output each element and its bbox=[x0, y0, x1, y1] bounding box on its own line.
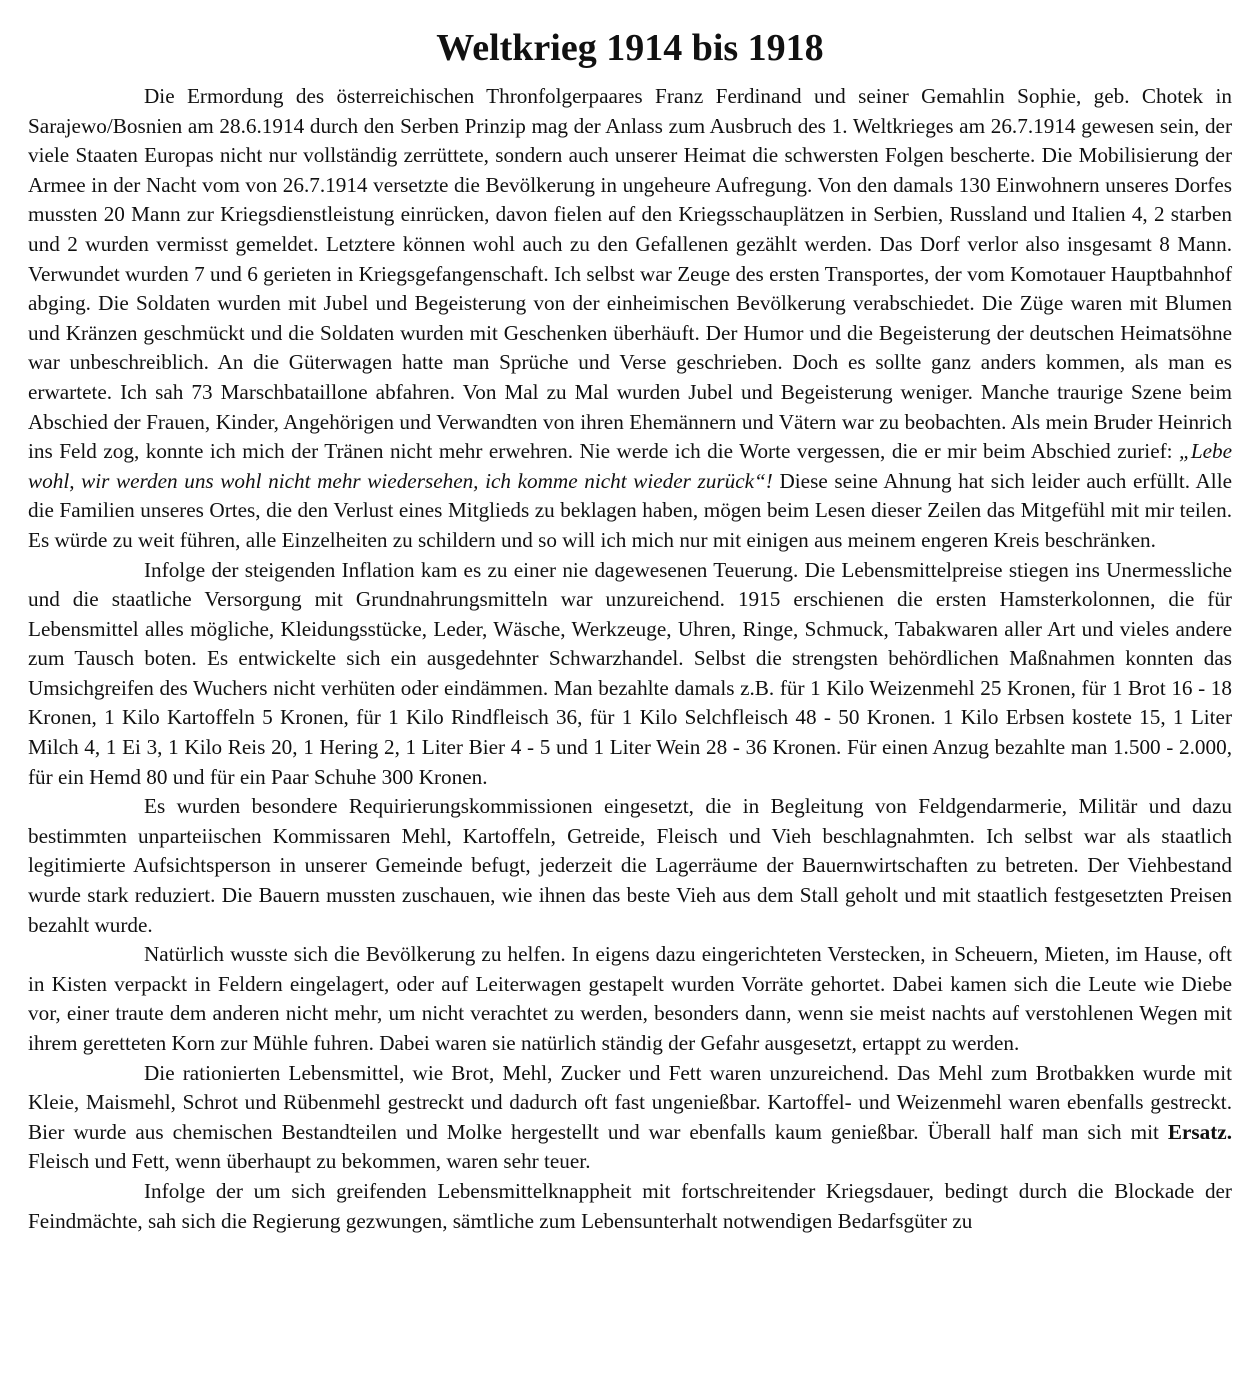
paragraph-1-text-a: Die Ermordung des österreichischen Thronfolgerpaares Franz Ferdinand und seiner Gemahlin Sophie, geb. Chotek in Sarajewo/Bosnien am 28.6.1914 durch den Serben Prinzip mag der Anlass zum Ausbruch des 1. Weltkrieges am 26.7.1914 gewesen sein, der viele Staaten Europas nicht nur vollständig zerrüttete, sondern auch unserer Heimat die schwersten Folgen bescherte. Die Mobilisierung der Armee in der Nacht vom von 26.7.1914 versetzte die Bevölkerung in ungeheure Aufregung. Von den damals 130 Einwohnern unseres Dorfes mussten 20 Mann zur Kriegsdienstleistung einrücken, davon fielen auf den Kriegsschauplätzen in Serbien, Russland und Italien 4, 2 starben und 2 wurden vermisst gemeldet. Letztere können wohl auch zu den Gefallenen gezählt werden. Das Dorf verlor also insgesamt 8 Mann. Verwundet wurden 7 und 6 gerieten in Kriegsgefangenschaft. Ich selbst war Zeuge des ersten Transportes, der vom Komotauer Hauptbahnhof abging. Die Soldaten wurden mit Jubel und Begeisterung von der einheimischen Bevölkerung verabschiedet. Die Züge waren mit Blumen und Kränzen geschmückt und die Soldaten wurden mit Geschenken überhäuft. Der Humor und die Begeisterung der deutschen Heimatsöhne war unbeschreiblich. An die Güterwagen hatte man Sprüche und Verse geschrieben. Doch es sollte ganz anders kommen, als man es erwartete. Ich sah 73 Marschbataillone abfahren. Von Mal zu Mal wurden Jubel und Begeisterung weniger. Manche traurige Szene beim Abschied der Frauen, Kinder, Angehörigen und Verwandten von ihren Ehemännern und Vätern war zu beobachten. Als mein Bruder Heinrich ins Feld zog, konnte ich mich der Tränen nicht mehr erwehren. Nie werde ich die Worte vergessen, die er mir beim Abschied zurief: bbox=[28, 84, 1232, 464]
paragraph-4: Natürlich wusste sich die Bevölkerung zu helfen. In eigens dazu eingerichteten Verstecken, in Scheuern, Mieten, im Hause, oft in Kisten verpackt in Feldern eingelagert, oder auf Leiterwagen gestapelt wurden Vorräte gehortet. Dabei kamen sich die Leute wie Diebe vor, einer traute dem anderen nicht mehr, um nicht verachtet zu werden, besonders dann, wenn sie meist nachts auf verstohlenen Wegen mit ihrem geretteten Korn zur Mühle fuhren. Dabei waren sie natürlich ständig der Gefahr ausgesetzt, ertappt zu werden. bbox=[28, 942, 1232, 1055]
paragraph-1-quote: „Lebe wohl, wir werden uns wohl nicht mehr wiedersehen, ich komme nicht wieder zurück“! bbox=[28, 439, 1232, 493]
paragraph-1 bbox=[28, 82, 1232, 556]
page-title: Weltkrieg 1914 bis 1918 bbox=[436, 27, 824, 69]
paragraph-2: Infolge der steigenden Inflation kam es zu einer nie dagewesenen Teuerung. Die Lebensmittelpreise stiegen ins Unermessliche und die staatliche Versorgung mit Grundnahrungsmitteln war unzureichend. 1915 erschienen die ersten Hamsterkolonnen, die für Lebensmittel alles mögliche, Kleidungsstücke, Leder, Wäsche, Werkzeuge, Uhren, Ringe, Schmuck, Tabakwaren aller Art und vieles andere zum Tausch boten. Es entwickelte sich ein ausgedehnter Schwarzhandel. Selbst die strengsten behördlichen Maßnahmen konnten das Umsichgreifen des Wuchers nicht verhüten oder eindämmen. Man bezahlte damals z.B. für 1 Kilo Weizenmehl 25 Kronen, für 1 Brot 16 - 18 Kronen, 1 Kilo Kartoffeln 5 Kronen, für 1 Kilo Rindfleisch 36, für 1 Kilo Selchfleisch 48 - 50 Kronen. 1 Kilo Erbsen kostete 15, 1 Liter Milch 4, 1 Ei 3, 1 Kilo Reis 20, 1 Hering 2, 1 Liter Bier 4 - 5 und 1 Liter Wein 28 - 36 Kronen. Für einen Anzug bezahlte man 1.500 - 2.000, für ein Hemd 80 und für ein Paar Schuhe 300 Kronen. bbox=[28, 557, 1232, 789]
paragraph-5-text-b: Fleisch und Fett, wenn überhaupt zu bekommen, waren sehr teuer. bbox=[28, 1149, 591, 1174]
paragraph-5-text-a: Die rationierten Lebensmittel, wie Brot, Mehl, Zucker und Fett waren unzureichend. Das Mehl zum Brotbakken wurde mit Kleie, Maismehl, Schrot und Rübenmehl gestreckt und dadurch oft fast ungenießbar. Kartoffel- und Weizenmehl waren ebenfalls gestreckt. Bier wurde aus chemischen Bestandteilen und Molke hergestellt und war ebenfalls kaum genießbar. Überall half man sich mit bbox=[28, 1060, 1232, 1144]
paragraph-3: Es wurden besondere Requirierungskommissionen eingesetzt, die in Begleitung von Feldgendarmerie, Militär und dazu bestimmten unparteiischen Kommissaren Mehl, Kartoffeln, Getreide, Fleisch und Vieh beschlagnahmten. Ich selbst war als staatlich legitimierte Aufsichtsperson in unserer Gemeinde befugt, jederzeit die Lagerräume der Bauernwirtschaften zu betreten. Der Viehbestand wurde stark reduziert. Die Bauern mussten zuschauen, wie ihnen das beste Vieh aus dem Stall geholt und mit staatlich festgesetzten Preisen bezahlt wurde. bbox=[28, 794, 1232, 937]
document-body bbox=[28, 82, 1232, 1236]
paragraph-6: Infolge der um sich greifenden Lebensmittelknappheit mit fortschreitender Kriegsdauer, bedingt durch die Blockade der Feindmächte, sah sich die Regierung gezwungen, sämtliche zum Lebensunterhalt notwendigen Bedarfsgüter zu bbox=[28, 1178, 1232, 1233]
paragraph-5-bold-word: Ersatz. bbox=[1167, 1119, 1232, 1144]
paragraph-5 bbox=[28, 1059, 1232, 1177]
paragraph-1-text-b: Diese seine Ahnung hat sich leider auch erfüllt. Alle die Familien unseres Ortes, die den Verlust eines Mitglieds zu beklagen haben, mögen beim Lesen dieser Zeilen das Mitgefühl mit mir teilen. Es würde zu weit führen, alle Einzelheiten zu schildern und so will ich mich nur mit einigen aus meinem engeren Kreis beschränken. bbox=[28, 468, 1232, 552]
